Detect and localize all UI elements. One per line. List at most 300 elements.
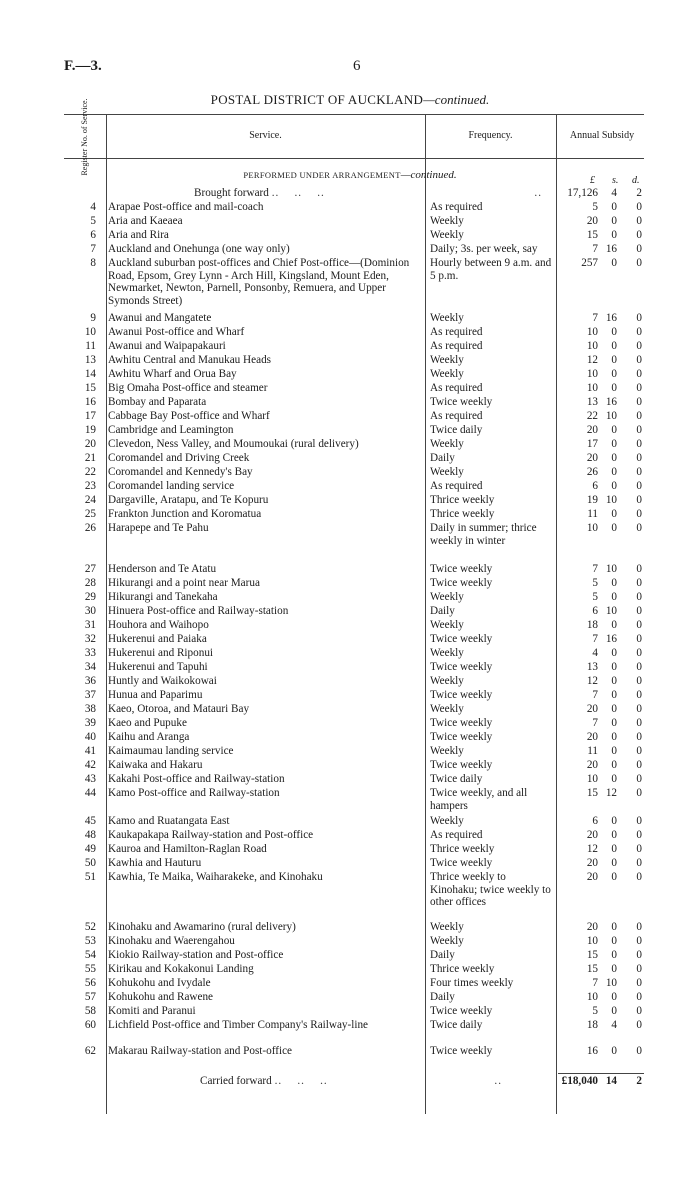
service-name: Kinohaku and Awamarino (rural delivery) — [108, 921, 296, 933]
register-number: 5 — [90, 215, 96, 227]
section-heading-main: PERFORMED UNDER ARRANGEMENT — [243, 170, 401, 180]
service-name: Hunua and Paparimu — [108, 689, 203, 701]
subsidy-pounds: 20 — [586, 424, 598, 436]
service-name: Houhora and Waihopo — [108, 619, 209, 631]
register-number: 9 — [90, 312, 96, 324]
subsidy-shillings: 0 — [611, 921, 617, 933]
unit-shillings: s. — [612, 175, 619, 186]
subsidy-pounds: 15 — [586, 229, 598, 241]
service-name: Kaiwaka and Hakaru — [108, 759, 203, 771]
service-frequency: Twice weekly — [430, 1005, 493, 1017]
subsidy-pence: 0 — [636, 829, 642, 841]
subsidy-pence: 0 — [636, 815, 642, 827]
subsidy-pounds: 11 — [587, 745, 598, 757]
subsidy-pence: 0 — [636, 1019, 642, 1031]
subsidy-pence: 0 — [636, 605, 642, 617]
carried-forward-pounds: £18,040 — [561, 1075, 598, 1087]
register-number: 14 — [84, 368, 96, 380]
service-frequency: As required — [430, 480, 483, 492]
subsidy-pounds: 12 — [586, 843, 598, 855]
service-name: Kiokio Railway-station and Post-office — [108, 949, 284, 961]
register-number: 41 — [84, 745, 96, 757]
service-name: Coromandel and Driving Creek — [108, 452, 250, 464]
subsidy-pounds: 10 — [586, 773, 598, 785]
table-top-rule — [64, 114, 644, 115]
heading-continued: —continued. — [423, 92, 490, 107]
brought-forward-pounds: 17,126 — [567, 187, 598, 199]
service-name: Hukerenui and Paiaka — [108, 633, 207, 645]
service-frequency: Weekly — [430, 466, 464, 478]
service-frequency: Twice weekly — [430, 759, 493, 771]
subsidy-pence: 0 — [636, 963, 642, 975]
service-name: Awanui and Mangatete — [108, 312, 212, 324]
subsidy-shillings: 0 — [611, 745, 617, 757]
subsidy-shillings: 0 — [611, 257, 617, 269]
heading-main: POSTAL DISTRICT OF AUCKLAND — [210, 92, 424, 107]
subsidy-pence: 0 — [636, 991, 642, 1003]
service-name: Hinuera Post-office and Railway-station — [108, 605, 289, 617]
subsidy-shillings: 0 — [611, 689, 617, 701]
service-frequency: Weekly — [430, 312, 464, 324]
register-number: 13 — [84, 354, 96, 366]
register-number: 40 — [84, 731, 96, 743]
subsidy-shillings: 10 — [605, 410, 617, 422]
subsidy-pence: 0 — [636, 1005, 642, 1017]
subsidy-pence: 0 — [636, 731, 642, 743]
service-name: Awanui and Waipapakauri — [108, 340, 226, 352]
service-name: Cabbage Bay Post-office and Wharf — [108, 410, 270, 422]
service-frequency: Weekly — [430, 921, 464, 933]
subsidy-shillings: 0 — [611, 215, 617, 227]
subsidy-pounds: 12 — [586, 675, 598, 687]
subsidy-pounds: 10 — [586, 368, 598, 380]
service-name: Kaihu and Aranga — [108, 731, 190, 743]
subsidy-shillings: 0 — [611, 522, 617, 534]
brought-forward-pence: 2 — [636, 187, 642, 199]
subsidy-pence: 0 — [636, 935, 642, 947]
register-number: 28 — [84, 577, 96, 589]
subsidy-shillings: 16 — [605, 396, 617, 408]
subsidy-shillings: 0 — [611, 591, 617, 603]
register-number: 43 — [84, 773, 96, 785]
register-number: 37 — [84, 689, 96, 701]
subsidy-pounds: 26 — [586, 466, 598, 478]
register-number: 32 — [84, 633, 96, 645]
register-number: 38 — [84, 703, 96, 715]
subsidy-pence: 0 — [636, 689, 642, 701]
subsidy-shillings: 10 — [605, 605, 617, 617]
page-number: 6 — [353, 58, 361, 74]
service-name: Hukerenui and Tapuhi — [108, 661, 208, 673]
subsidy-shillings: 0 — [611, 466, 617, 478]
subsidy-pounds: 20 — [586, 703, 598, 715]
subsidy-pence: 0 — [636, 745, 642, 757]
subsidy-shillings: 4 — [611, 1019, 617, 1031]
service-name: Coromandel landing service — [108, 480, 235, 492]
subsidy-pence: 0 — [636, 871, 642, 883]
subsidy-pounds: 6 — [592, 605, 598, 617]
subsidy-shillings: 0 — [611, 661, 617, 673]
subsidy-pounds: 18 — [586, 619, 598, 631]
service-frequency: Twice daily — [430, 773, 483, 785]
service-frequency: Four times weekly — [430, 977, 514, 989]
service-frequency: Daily; 3s. per week, say — [430, 243, 538, 255]
subsidy-pence: 0 — [636, 843, 642, 855]
subsidy-pence: 0 — [636, 949, 642, 961]
subsidy-shillings: 16 — [605, 312, 617, 324]
subsidy-pounds: 19 — [586, 494, 598, 506]
subsidy-pounds: 12 — [586, 354, 598, 366]
subsidy-pounds: 13 — [586, 396, 598, 408]
subsidy-shillings: 0 — [611, 326, 617, 338]
service-name: Hukerenui and Riponui — [108, 647, 214, 659]
service-frequency: Twice weekly — [430, 563, 493, 575]
carried-forward-shillings: 14 — [605, 1075, 617, 1087]
subsidy-pounds: 5 — [592, 591, 598, 603]
register-number: 19 — [84, 424, 96, 436]
subsidy-pence: 0 — [636, 787, 642, 799]
carried-forward-label: Carried forward — [200, 1075, 272, 1087]
subsidy-shillings: 0 — [611, 759, 617, 771]
subsidy-shillings: 0 — [611, 382, 617, 394]
register-number: 24 — [84, 494, 96, 506]
column-header-register: Register No. of Service. — [79, 98, 89, 176]
subsidy-shillings: 0 — [611, 829, 617, 841]
service-frequency: Twice weekly — [430, 661, 493, 673]
leader-dots: .. — [534, 187, 542, 199]
brought-forward-label: Brought forward — [194, 187, 269, 199]
subsidy-shillings: 0 — [611, 991, 617, 1003]
subsidy-pounds: 22 — [586, 410, 598, 422]
service-frequency: Twice weekly — [430, 731, 493, 743]
register-number: 29 — [84, 591, 96, 603]
register-number: 17 — [84, 410, 96, 422]
subsidy-shillings: 0 — [611, 368, 617, 380]
service-frequency: Weekly — [430, 675, 464, 687]
service-frequency: Twice weekly — [430, 577, 493, 589]
subsidy-pence: 0 — [636, 619, 642, 631]
service-name: Kaukapakapa Railway-station and Post-office — [108, 829, 314, 841]
register-number: 34 — [84, 661, 96, 673]
register-number: 4 — [90, 201, 96, 213]
subsidy-pounds: 17 — [586, 438, 598, 450]
service-frequency: Thrice weekly to Kinohaku; twice weekly to other offices — [430, 871, 551, 909]
subsidy-shillings: 0 — [611, 717, 617, 729]
service-name: Kirikau and Kokakonui Landing — [108, 963, 254, 975]
subsidy-pence: 0 — [636, 591, 642, 603]
column-header-subsidy: Annual Subsidy — [569, 130, 635, 141]
service-frequency: Twice weekly — [430, 717, 493, 729]
subsidy-shillings: 0 — [611, 201, 617, 213]
service-name: Bombay and Paparata — [108, 396, 207, 408]
subsidy-pounds: 20 — [586, 921, 598, 933]
subsidy-pounds: 6 — [592, 815, 598, 827]
subsidy-pence: 0 — [636, 647, 642, 659]
subsidy-shillings: 10 — [605, 977, 617, 989]
service-name: Henderson and Te Atatu — [108, 563, 217, 575]
subsidy-pence: 0 — [636, 675, 642, 687]
service-name: Awhitu Wharf and Orua Bay — [108, 368, 237, 380]
service-frequency: As required — [430, 382, 483, 394]
subsidy-shillings: 0 — [611, 773, 617, 785]
subsidy-pounds: 4 — [592, 647, 598, 659]
service-frequency: Weekly — [430, 703, 464, 715]
subsidy-shillings: 0 — [611, 619, 617, 631]
subsidy-shillings: 0 — [611, 354, 617, 366]
subsidy-pence: 0 — [636, 857, 642, 869]
service-frequency: Daily — [430, 605, 455, 617]
subsidy-pounds: 7 — [592, 563, 598, 575]
subsidy-pence: 0 — [636, 396, 642, 408]
subsidy-shillings: 10 — [605, 563, 617, 575]
subsidy-total-rule — [558, 1073, 644, 1074]
subsidy-shillings: 12 — [605, 787, 617, 799]
subsidy-pounds: 7 — [592, 633, 598, 645]
subsidy-pounds: 5 — [592, 577, 598, 589]
service-name: Harapepe and Te Pahu — [108, 522, 209, 534]
subsidy-shillings: 0 — [611, 815, 617, 827]
subsidy-shillings: 0 — [611, 647, 617, 659]
service-frequency: As required — [430, 340, 483, 352]
subsidy-pounds: 5 — [592, 201, 598, 213]
subsidy-shillings: 0 — [611, 229, 617, 241]
register-number: 51 — [84, 871, 96, 883]
subsidy-pounds: 15 — [586, 963, 598, 975]
subsidy-pounds: 7 — [592, 312, 598, 324]
subsidy-pounds: 20 — [586, 759, 598, 771]
subsidy-pence: 0 — [636, 424, 642, 436]
subsidy-pence: 0 — [636, 977, 642, 989]
register-number: 22 — [84, 466, 96, 478]
subsidy-pence: 0 — [636, 661, 642, 673]
subsidy-pence: 0 — [636, 703, 642, 715]
leader-dots: .. .. .. — [271, 187, 325, 199]
service-name: Coromandel and Kennedy's Bay — [108, 466, 253, 478]
service-frequency: Thrice weekly — [430, 508, 495, 520]
service-frequency: Weekly — [430, 354, 464, 366]
register-number: 26 — [84, 522, 96, 534]
service-frequency: Thrice weekly — [430, 963, 495, 975]
service-name: Awanui Post-office and Wharf — [108, 326, 245, 338]
service-name: Komiti and Paranui — [108, 1005, 196, 1017]
service-name: Kaeo and Pupuke — [108, 717, 187, 729]
service-name: Kamo and Ruatangata East — [108, 815, 230, 827]
register-number: 54 — [84, 949, 96, 961]
service-frequency: Daily — [430, 949, 455, 961]
service-name: Cambridge and Leamington — [108, 424, 234, 436]
subsidy-pence: 0 — [636, 340, 642, 352]
service-name: Kaimaumau landing service — [108, 745, 234, 757]
register-number: 53 — [84, 935, 96, 947]
service-name: Awhitu Central and Manukau Heads — [108, 354, 272, 366]
register-number: 50 — [84, 857, 96, 869]
service-frequency: As required — [430, 410, 483, 422]
subsidy-shillings: 16 — [605, 243, 617, 255]
subsidy-shillings: 0 — [611, 843, 617, 855]
register-number: 52 — [84, 921, 96, 933]
register-number: 44 — [84, 787, 96, 799]
register-number: 42 — [84, 759, 96, 771]
service-frequency: Twice weekly — [430, 1045, 493, 1057]
service-name: Kamo Post-office and Railway-station — [108, 787, 280, 799]
page-heading — [0, 92, 700, 108]
service-frequency: As required — [430, 829, 483, 841]
register-number: 39 — [84, 717, 96, 729]
subsidy-pence: 0 — [636, 215, 642, 227]
subsidy-shillings: 16 — [605, 633, 617, 645]
subsidy-pence: 0 — [636, 201, 642, 213]
service-name: Huntly and Waikokowai — [108, 675, 217, 687]
subsidy-shillings: 0 — [611, 935, 617, 947]
subsidy-pounds: 6 — [592, 480, 598, 492]
subsidy-shillings: 0 — [611, 480, 617, 492]
register-number: 8 — [90, 257, 96, 269]
register-number: 57 — [84, 991, 96, 1003]
service-frequency: Thrice weekly — [430, 843, 495, 855]
service-frequency: Thrice weekly — [430, 494, 495, 506]
subsidy-pence: 0 — [636, 1045, 642, 1057]
subsidy-pence: 0 — [636, 312, 642, 324]
unit-pence: d. — [632, 175, 640, 186]
section-heading — [0, 169, 700, 181]
subsidy-pence: 0 — [636, 382, 642, 394]
subsidy-pounds: 10 — [586, 340, 598, 352]
register-number: 49 — [84, 843, 96, 855]
subsidy-pounds: 257 — [581, 257, 598, 269]
subsidy-pounds: 20 — [586, 731, 598, 743]
subsidy-shillings: 0 — [611, 577, 617, 589]
service-frequency: Weekly — [430, 815, 464, 827]
subsidy-pounds: 10 — [586, 991, 598, 1003]
subsidy-shillings: 0 — [611, 438, 617, 450]
subsidy-pounds: 18 — [586, 1019, 598, 1031]
subsidy-pounds: 20 — [586, 871, 598, 883]
subsidy-pence: 0 — [636, 326, 642, 338]
subsidy-pounds: 20 — [586, 829, 598, 841]
subsidy-pounds: 7 — [592, 717, 598, 729]
service-name: Makarau Railway-station and Post-office — [108, 1045, 293, 1057]
leader-dots: .. .. .. — [274, 1075, 328, 1087]
service-name: Auckland suburban post-offices and Chief Post-office—(Dominion Road, Epsom, Grey Lynn - Arch Hill, Kingsland, Mount Eden, Newmarket, Newton, Parnell, Ponsonby, Remuera, and Upper Symonds Street) — [108, 257, 410, 307]
service-name: Kohukohu and Ivydale — [108, 977, 211, 989]
header-bottom-rule — [64, 158, 644, 159]
service-name: Clevedon, Ness Valley, and Moumoukai (rural delivery) — [108, 438, 359, 450]
section-heading-continued: —continued. — [400, 169, 457, 181]
service-name: Kauroa and Hamilton-Raglan Road — [108, 843, 267, 855]
service-name: Arapae Post-office and mail-coach — [108, 201, 264, 213]
subsidy-pounds: 10 — [586, 522, 598, 534]
register-number: 45 — [84, 815, 96, 827]
register-number: 16 — [84, 396, 96, 408]
register-number: 60 — [84, 1019, 96, 1031]
subsidy-pounds: 16 — [586, 1045, 598, 1057]
column-divider-frequency — [556, 114, 557, 1114]
subsidy-shillings: 10 — [605, 494, 617, 506]
register-number: 7 — [90, 243, 96, 255]
subsidy-pence: 0 — [636, 563, 642, 575]
register-number: 58 — [84, 1005, 96, 1017]
subsidy-pounds: 20 — [586, 452, 598, 464]
brought-forward-shillings: 4 — [611, 187, 617, 199]
subsidy-pence: 0 — [636, 577, 642, 589]
subsidy-pounds: 20 — [586, 857, 598, 869]
register-number: 27 — [84, 563, 96, 575]
service-frequency: Weekly — [430, 935, 464, 947]
service-frequency: Twice weekly — [430, 633, 493, 645]
subsidy-pounds: 10 — [586, 935, 598, 947]
subsidy-pence: 0 — [636, 773, 642, 785]
subsidy-pounds: 13 — [586, 661, 598, 673]
subsidy-pounds: 20 — [586, 215, 598, 227]
service-frequency: Daily — [430, 452, 455, 464]
subsidy-shillings: 0 — [611, 340, 617, 352]
subsidy-shillings: 0 — [611, 452, 617, 464]
subsidy-pence: 0 — [636, 759, 642, 771]
subsidy-pence: 0 — [636, 466, 642, 478]
service-frequency: Weekly — [430, 619, 464, 631]
register-number: 31 — [84, 619, 96, 631]
register-number: 62 — [84, 1045, 96, 1057]
service-name: Aria and Kaeaea — [108, 215, 183, 227]
register-number: 48 — [84, 829, 96, 841]
service-name: Hikurangi and a point near Marua — [108, 577, 260, 589]
service-frequency: Daily — [430, 991, 455, 1003]
subsidy-pence: 0 — [636, 229, 642, 241]
subsidy-shillings: 0 — [611, 1005, 617, 1017]
column-header-frequency: Frequency. — [468, 130, 513, 141]
register-number: 56 — [84, 977, 96, 989]
service-name: Frankton Junction and Koromatua — [108, 508, 262, 520]
register-number: 36 — [84, 675, 96, 687]
subsidy-pounds: 10 — [586, 382, 598, 394]
service-frequency: Weekly — [430, 368, 464, 380]
subsidy-pounds: 7 — [592, 689, 598, 701]
subsidy-pence: 0 — [636, 508, 642, 520]
subsidy-pounds: 7 — [592, 977, 598, 989]
subsidy-pounds: 11 — [587, 508, 598, 520]
service-name: Kakahi Post-office and Railway-station — [108, 773, 285, 785]
register-number: 30 — [84, 605, 96, 617]
subsidy-shillings: 0 — [611, 731, 617, 743]
subsidy-pounds: 15 — [586, 787, 598, 799]
service-frequency: Weekly — [430, 215, 464, 227]
subsidy-pence: 0 — [636, 257, 642, 269]
service-name: Hikurangi and Tanekaha — [108, 591, 218, 603]
service-name: Kawhia and Hauturu — [108, 857, 202, 869]
column-divider-register — [106, 114, 107, 1114]
register-number: 10 — [84, 326, 96, 338]
subsidy-pence: 0 — [636, 480, 642, 492]
subsidy-shillings: 0 — [611, 424, 617, 436]
subsidy-pence: 0 — [636, 717, 642, 729]
service-name: Auckland and Onehunga (one way only) — [108, 243, 290, 255]
service-frequency: Twice weekly — [430, 689, 493, 701]
register-number: 11 — [85, 340, 96, 352]
subsidy-pence: 0 — [636, 633, 642, 645]
service-frequency: Twice weekly, and all hampers — [430, 787, 528, 812]
carried-forward-pence: 2 — [636, 1075, 642, 1087]
unit-pounds: £ — [590, 175, 595, 186]
service-name: Big Omaha Post-office and steamer — [108, 382, 268, 394]
subsidy-pence: 0 — [636, 522, 642, 534]
subsidy-pounds: 10 — [586, 326, 598, 338]
subsidy-pence: 0 — [636, 368, 642, 380]
service-name: Kohukohu and Rawene — [108, 991, 214, 1003]
subsidy-pence: 0 — [636, 354, 642, 366]
register-number: 23 — [84, 480, 96, 492]
subsidy-pence: 0 — [636, 243, 642, 255]
service-frequency: Weekly — [430, 591, 464, 603]
